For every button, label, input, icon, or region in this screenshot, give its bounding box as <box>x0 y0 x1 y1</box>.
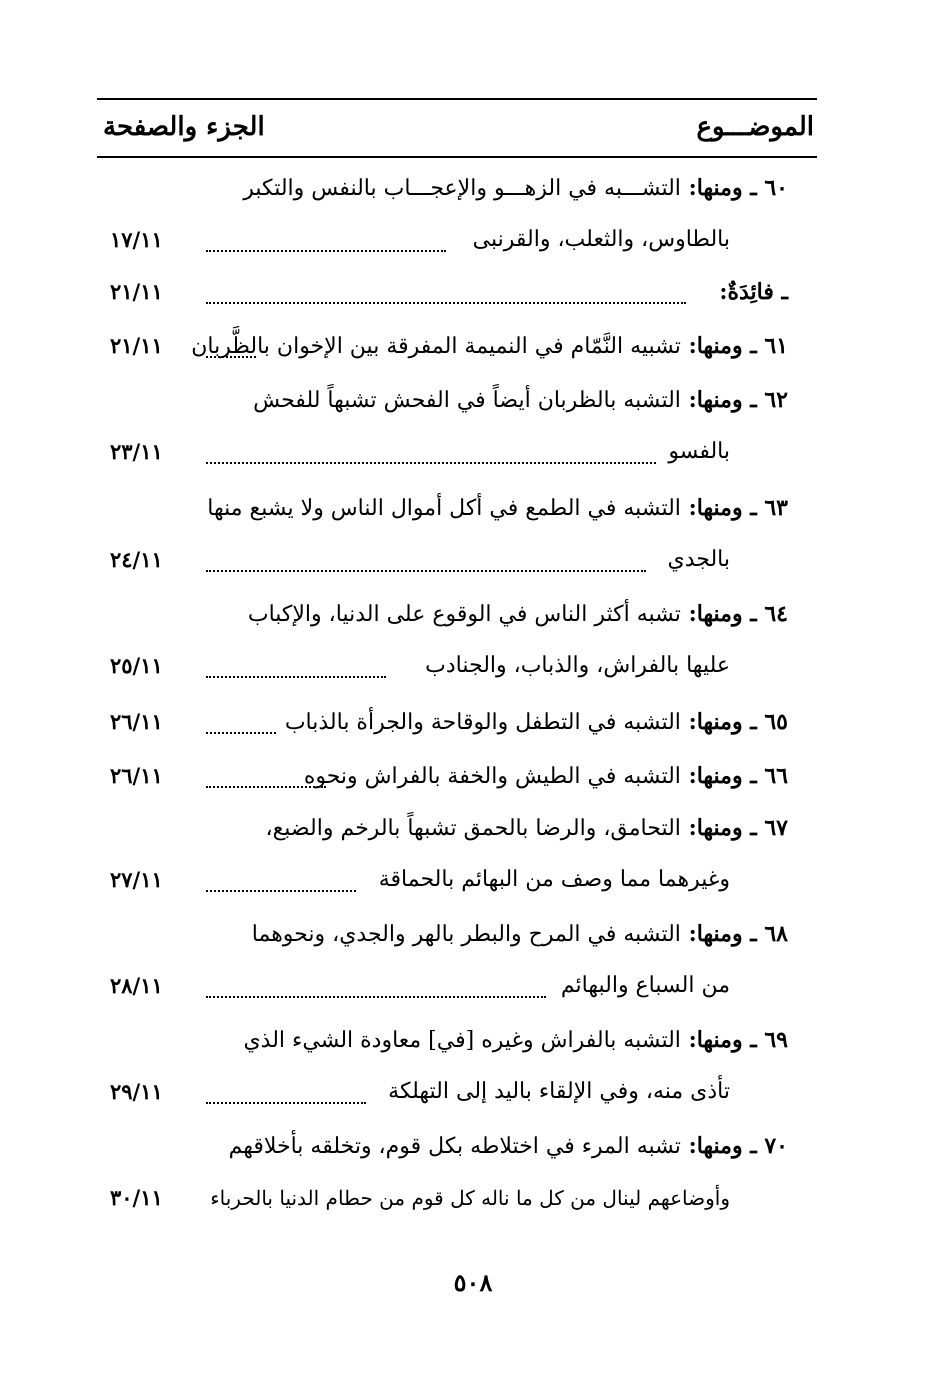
entry-text: بالجدي <box>667 547 730 572</box>
leader-dots <box>206 250 446 252</box>
entry-ref: ٢٩/١١ <box>110 1079 163 1104</box>
leader-dots <box>206 356 256 358</box>
entry-number: ٦٩ ـ ومنها: <box>688 1027 788 1053</box>
leader-dots <box>206 302 686 304</box>
entry-text: وأوضاعهم لينال من كل ما ناله كل قوم من حطام الدنيا بالحرباء <box>210 1186 730 1210</box>
entry-67-line1 <box>98 808 788 848</box>
entry-70-line1 <box>98 1126 788 1166</box>
entry-text: التشـــبه في الزهـــو والإعجـــاب بالنفس والتكبر <box>243 176 681 201</box>
entry-61 <box>98 326 788 366</box>
entry-number: ٦٨ ـ ومنها: <box>688 921 788 947</box>
entry-number: ٧٠ ـ ومنها: <box>688 1133 788 1159</box>
entry-ref: ٢١/١١ <box>110 279 163 304</box>
entry-number: ٦٢ ـ ومنها: <box>688 387 788 413</box>
entry-65 <box>98 702 788 742</box>
entry-text: تشبه أكثر الناس في الوقوع على الدنيا، والإكباب <box>247 602 681 627</box>
entry-ref: ٢٨/١١ <box>110 973 163 998</box>
entry-text: التشبه في التطفل والوقاحة والجرأة بالذباب <box>284 710 681 735</box>
entry-ref: ٢٤/١١ <box>110 547 163 572</box>
entry-text: التشبه في الطمع في أكل أموال الناس ولا يشبع منها <box>207 496 681 521</box>
entry-text: عليها بالفراش، والذباب، والجنادب <box>425 653 730 678</box>
entry-ref: ١٧/١١ <box>110 227 163 252</box>
entry-ref: ٢٣/١١ <box>110 439 163 464</box>
entry-number: ٦٦ ـ ومنها: <box>688 763 788 789</box>
entry-number: ٦٧ ـ ومنها: <box>688 815 788 841</box>
entry-64-line2 <box>98 646 788 686</box>
entry-number: ٦٣ ـ ومنها: <box>688 495 788 521</box>
leader-dots <box>206 462 656 464</box>
header-rule <box>97 156 817 158</box>
entry-text: بالطاوس، والثعلب، والقرنبى <box>472 227 730 252</box>
entry-ref: ٢٦/١١ <box>110 763 163 788</box>
entry-ref: ٣٠/١١ <box>110 1185 163 1210</box>
entry-ref: ٢٦/١١ <box>110 709 163 734</box>
header-topic: الموضـــوع <box>696 112 814 142</box>
entry-69-line1 <box>98 1020 788 1060</box>
entry-64-line1 <box>98 594 788 634</box>
entry-ref: ٢٥/١١ <box>110 653 163 678</box>
entry-68-line2 <box>98 966 788 1006</box>
entry-ref: ٢١/١١ <box>110 333 163 358</box>
entry-62-line2 <box>98 432 788 472</box>
entry-text: التشبه في المرح والبطر بالهر والجدي، ونحوهما <box>251 922 681 947</box>
entry-66 <box>98 756 788 796</box>
entry-text: التحامق، والرضا بالحمق تشبهاً بالرخم والضبع، <box>265 816 681 841</box>
leader-dots <box>206 890 356 892</box>
entry-text: بالفسو <box>668 439 730 464</box>
entry-text: التشبه في الطيش والخفة بالفراش ونحوه <box>303 764 681 789</box>
entry-text: من السباع والبهائم <box>560 973 730 998</box>
page-number: ٥٠٨ <box>453 1268 493 1297</box>
entry-69-line2 <box>98 1072 788 1112</box>
header-volume-page: الجزء والصفحة <box>103 112 265 142</box>
entry-63-line2 <box>98 540 788 580</box>
entry-60-line1 <box>98 168 788 208</box>
leader-dots <box>206 1102 366 1104</box>
entry-text: وغيرهما مما وصف من البهائم بالحماقة <box>378 867 730 892</box>
entry-number: ٦٠ ـ ومنها: <box>688 175 788 201</box>
entry-number: ٦١ ـ ومنها: <box>688 333 788 359</box>
entry-60-line2 <box>98 220 788 260</box>
entry-text: التشبه بالظربان أيضاً في الفحش تشبهاً للفحش <box>253 388 681 413</box>
entry-text: تأذى منه، وفي الإلقاء باليد إلى التهلكة <box>388 1079 730 1104</box>
entry-text: التشبه بالفراش وغيره [في] معاودة الشيء الذي <box>243 1028 681 1053</box>
leader-dots <box>206 570 646 572</box>
entry-ref: ٢٧/١١ <box>110 867 163 892</box>
entry-62-line1 <box>98 380 788 420</box>
entry-70-line2 <box>98 1178 788 1218</box>
entry-note <box>98 272 788 312</box>
leader-dots <box>206 996 546 998</box>
leader-dots <box>206 732 276 734</box>
leader-dots <box>206 676 386 678</box>
entry-number: ـ فائِدَةٌ: <box>719 279 788 305</box>
top-rule <box>97 98 817 100</box>
entry-68-line1 <box>98 914 788 954</box>
entry-67-line2 <box>98 860 788 900</box>
entry-number: ٦٤ ـ ومنها: <box>688 601 788 627</box>
entry-number: ٦٥ ـ ومنها: <box>688 709 788 735</box>
entry-text: تشبيه النَّمّام في النميمة المفرقة بين الإخوان بالظَّربان <box>191 334 681 359</box>
entry-63-line1 <box>98 488 788 528</box>
leader-dots <box>206 786 326 788</box>
entry-text: تشبه المرء في اختلاطه بكل قوم، وتخلقه بأخلاقهم <box>228 1134 681 1159</box>
